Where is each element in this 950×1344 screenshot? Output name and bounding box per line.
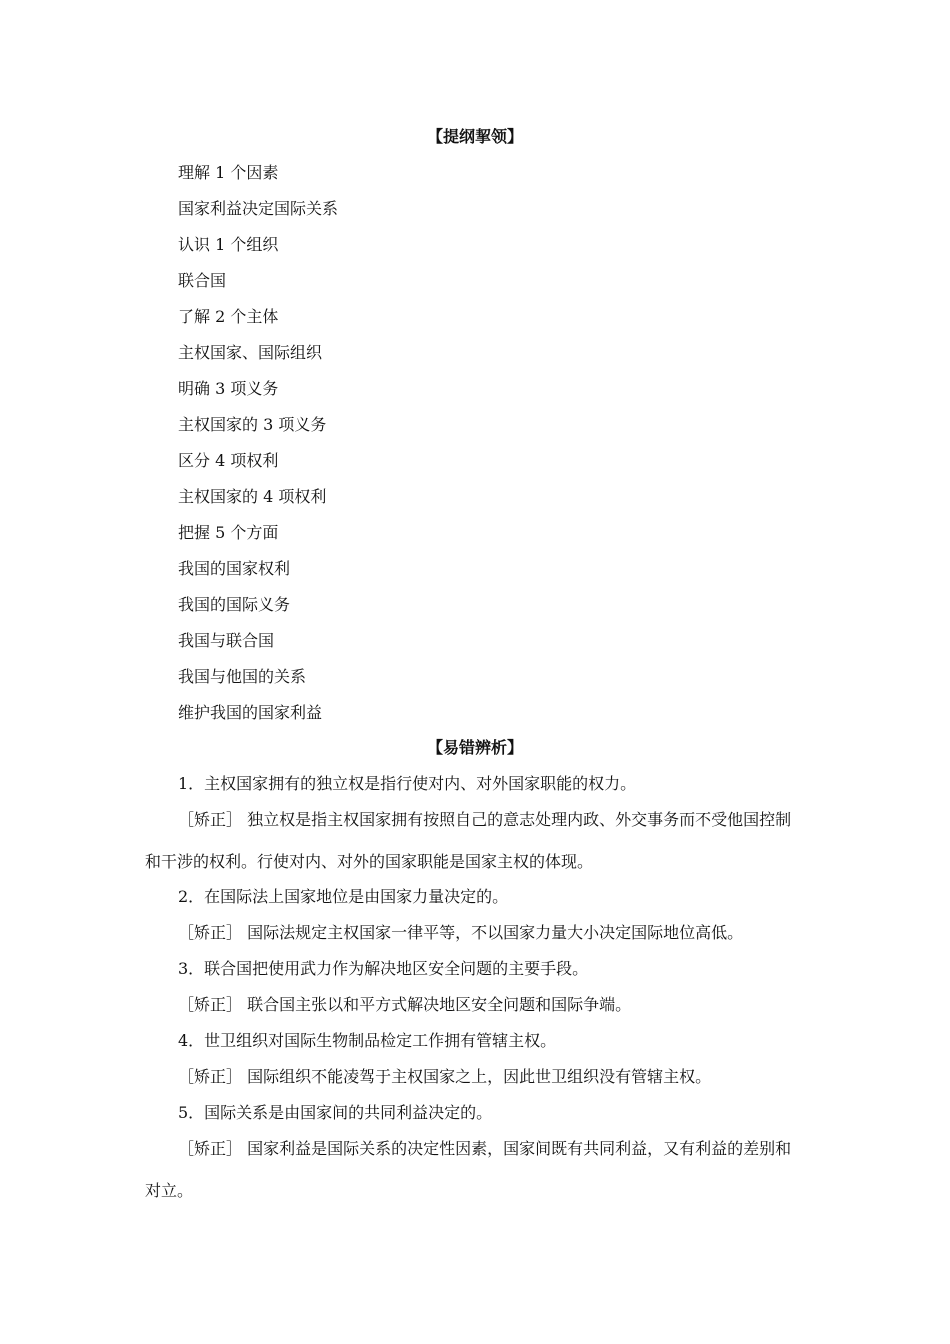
correction-4: ［矫正］ 国际组织不能凌驾于主权国家之上，因此世卫组织没有管辖主权。 [178,1067,712,1086]
outline-item: 了解 2 个主体 [178,307,279,326]
correction-1-line-2: 和干涉的权利。行使对内、对外的国家职能是国家主权的体现。 [145,852,594,871]
outline-item: 我国与他国的关系 [178,667,307,686]
outline-item: 理解 1 个因素 [178,163,279,182]
correction-5-line-1: ［矫正］ 国家利益是国际关系的决定性因素，国家间既有共同利益，又有利益的差别和 [178,1139,792,1158]
error-statement-4: 4．世卫组织对国际生物制品检定工作拥有管辖主权。 [178,1031,557,1050]
outline-item: 明确 3 项义务 [178,379,279,398]
outline-item: 我国的国家权利 [178,559,291,578]
outline-item: 我国的国际义务 [178,595,291,614]
outline-item: 主权国家的 3 项义务 [178,415,327,434]
outline-item: 维护我国的国家利益 [178,703,323,722]
outline-item: 认识 1 个组织 [178,235,279,254]
outline-item: 主权国家、国际组织 [178,343,323,362]
outline-item: 联合国 [178,271,227,290]
error-statement-2: 2．在国际法上国家地位是由国家力量决定的。 [178,887,509,906]
correction-2: ［矫正］ 国际法规定主权国家一律平等，不以国家力量大小决定国际地位高低。 [178,923,744,942]
correction-1-line-1: ［矫正］ 独立权是指主权国家拥有按照自己的意志处理内政、外交事务而不受他国控制 [178,810,792,829]
outline-item: 把握 5 个方面 [178,523,279,542]
outline-item: 国家利益决定国际关系 [178,199,339,218]
error-statement-1: 1．主权国家拥有的独立权是指行使对内、对外国家职能的权力。 [178,774,637,793]
error-statement-5: 5．国际关系是由国家间的共同利益决定的。 [178,1103,493,1122]
outline-item: 主权国家的 4 项权利 [178,487,327,506]
errors-heading: 【易错辨析】 [426,738,523,757]
error-statement-3: 3．联合国把使用武力作为解决地区安全问题的主要手段。 [178,959,589,978]
correction-3: ［矫正］ 联合国主张以和平方式解决地区安全问题和国际争端。 [178,995,632,1014]
outline-item: 我国与联合国 [178,631,275,650]
outline-heading: 【提纲挈领】 [426,127,523,146]
correction-5-line-2: 对立。 [145,1181,194,1200]
outline-item: 区分 4 项权利 [178,451,279,470]
